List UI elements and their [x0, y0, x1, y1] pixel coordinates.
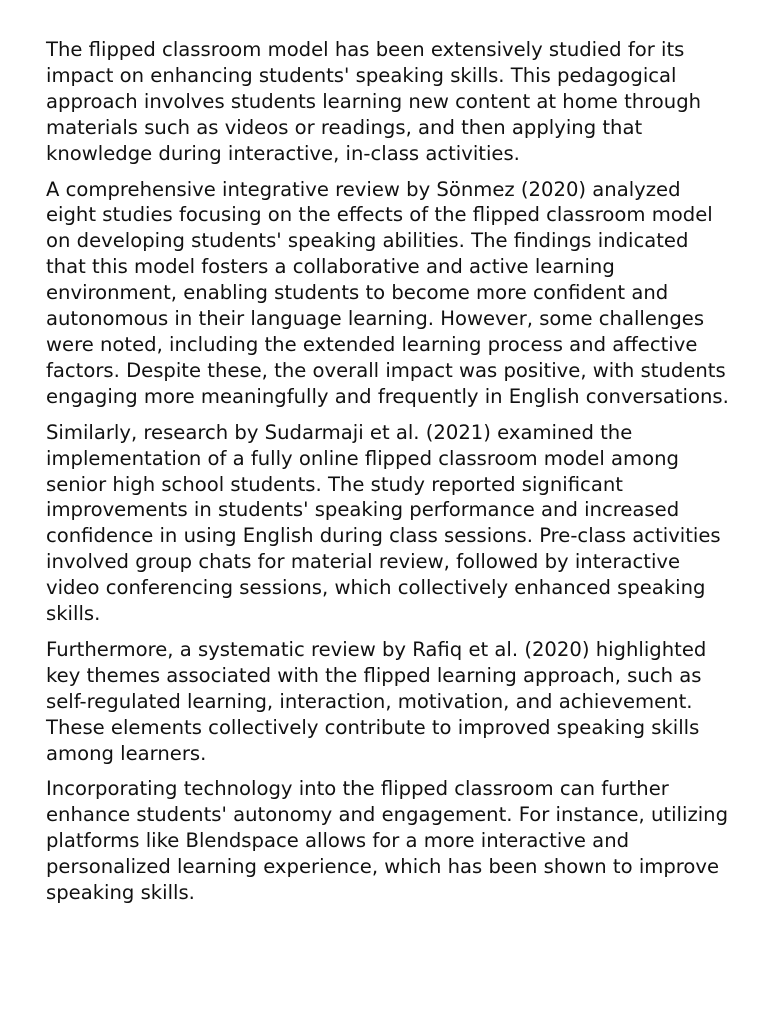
- document-body: [46, 37, 730, 916]
- paragraph-2: A comprehensive integrative review by Sönmez (2020) analyzed eight studies focusing on the effects of the flipped classroom model on developing students' speaking abilities. The findings indicated that this model fosters a collaborative and active learning environment, enabling students to become more confident and autonomous in their language learning. However, some challenges were noted, including the extended learning process and affective factors. Despite these, the overall impact was positive, with students engaging more meaningfully and frequently in English conversations.: [46, 177, 729, 408]
- paragraph-5: Incorporating technology into the flipped classroom can further enhance students' autonomy and engagement. For instance, utilizing platforms like Blendspace allows for a more interactive and personalized learning experience, which has been shown to improve speaking skills.: [46, 777, 729, 905]
- paragraph-1: The flipped classroom model has been extensively studied for its impact on enhancing students' speaking skills. This pedagogical approach involves students learning new content at home through materials such as videos or readings, and then applying that knowledge during interactive, in-class activities.: [46, 38, 702, 165]
- paragraph-3: Similarly, research by Sudarmaji et al. (2021) examined the implementation of a fully online flipped classroom model among senior high school students. The study reported significant improvements in students' speaking performance and increased confidence in using English during class sessions. Pre-class activities involved group chats for material review, followed by interactive video conferencing sessions, which collectively enhanced speaking skills.: [46, 420, 721, 626]
- paragraph-4: Furthermore, a systematic review by Rafiq et al. (2020) highlighted key themes associated with the flipped learning approach, such as self-regulated learning, interaction, motivation, and achievement. These elements collectively contribute to improved speaking skills among learners.: [46, 637, 707, 765]
